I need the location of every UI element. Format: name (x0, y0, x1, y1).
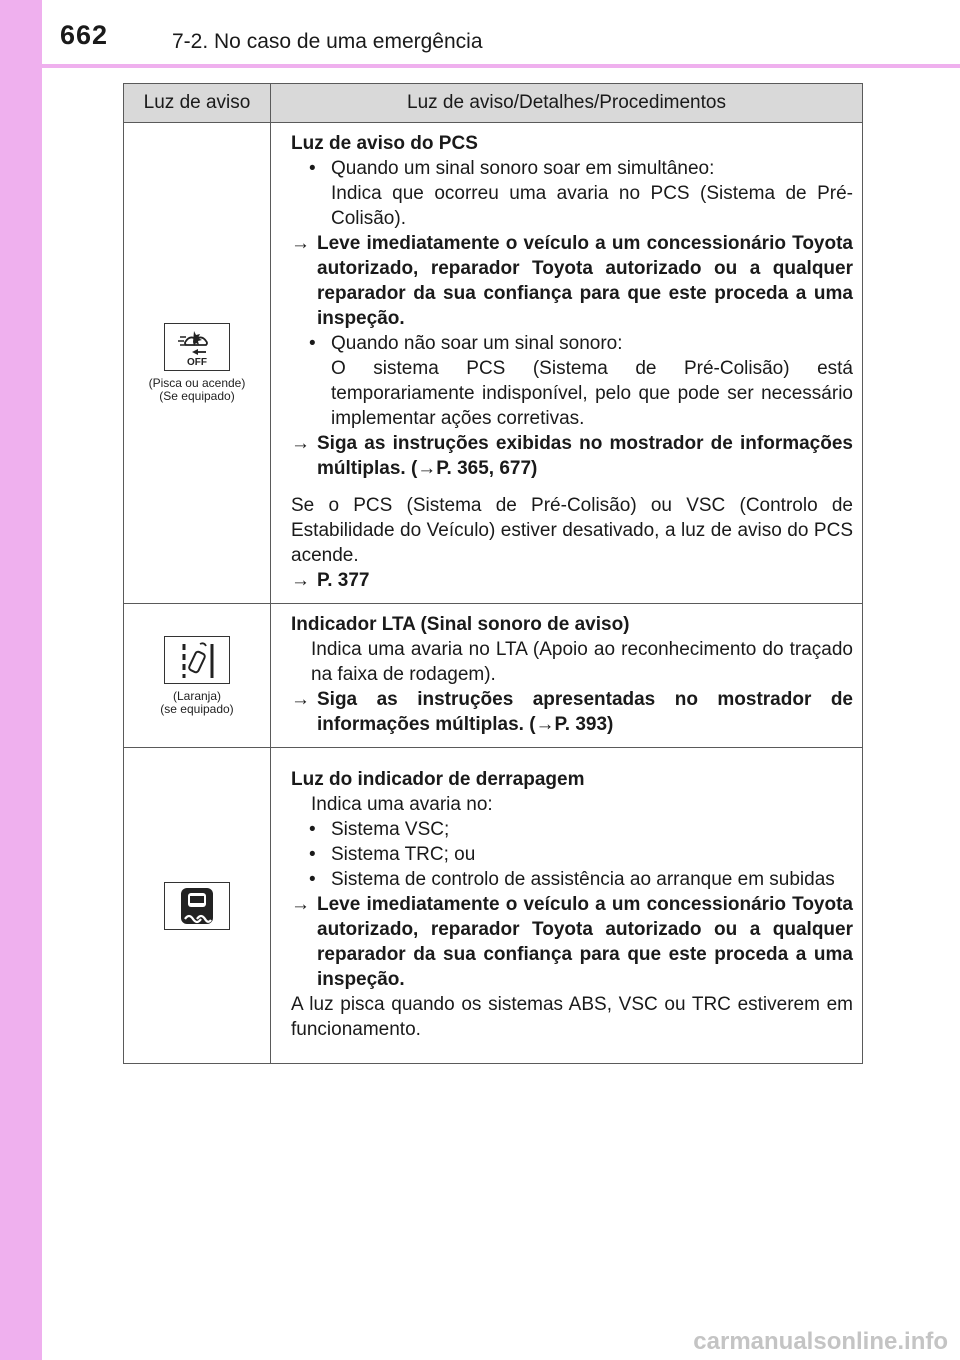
entry-title: Indicador LTA (Sinal sonoro de aviso) (291, 614, 630, 635)
table-row (124, 748, 863, 1064)
entry-title: Luz do indicador de derrapagem (291, 769, 585, 790)
icon-note: (se equipado) (160, 701, 234, 716)
icon-cell (124, 604, 271, 748)
arrow-icon: → (291, 894, 310, 915)
list-item: • Quando não soar um sinal sonoro: (309, 333, 623, 354)
details-cell (271, 123, 863, 604)
section-title: 7-2. No caso de uma emergência (172, 30, 483, 53)
pcs-off-icon (164, 323, 230, 371)
lane-departure-icon (164, 636, 230, 684)
list-item: • Sistema de controlo de assistência ao arranque em subidas (309, 869, 835, 890)
action-step: → Leve imediatamente o veículo a um concessionário Toyota autorizado, reparador Toyota autorizado ou a qualquer reparador da sua confiança para que este proceda a uma inspeção. (291, 894, 853, 990)
icon-note: (Laranja) (172, 688, 222, 703)
details-cell (271, 748, 863, 1064)
entry-title: Luz de aviso do PCS (291, 133, 478, 154)
arrow-icon: → (291, 570, 310, 591)
list-item: • Sistema TRC; ou (309, 844, 476, 865)
icon-note: (Se equipado) (159, 389, 235, 403)
column-header-light: Luz de aviso (124, 84, 271, 123)
header-rule (42, 64, 960, 68)
column-header-details: Luz de aviso/Detalhes/Procedimentos (271, 84, 863, 123)
list-item: • Sistema VSC; (309, 819, 450, 840)
icon-note: (Pisca ou acende) (148, 376, 246, 390)
entry-note: A luz pisca quando os sistemas ABS, VSC ou TRC estiverem em funcionamento. (291, 994, 853, 1040)
table-header-row (124, 84, 863, 123)
page-number: 662 (60, 20, 109, 50)
entry-detail: O sistema PCS (Sistema de Pré-Colisão) está temporariamente indisponível, pelo que pode ser necessário implementar ações corretivas. (331, 358, 853, 429)
entry-detail: Indica uma avaria no: (311, 794, 493, 815)
action-step: → Leve imediatamente o veículo a um concessionário Toyota autorizado, reparador Toyota autorizado ou a qualquer reparador da sua confiança para que este proceda a uma inspeção. (291, 233, 853, 329)
details-cell (271, 604, 863, 748)
watermark: carmanualsonline.info (693, 1328, 948, 1355)
arrow-icon: → (291, 689, 310, 710)
list-item: • Quando um sinal sonoro soar em simultâneo: (309, 158, 715, 179)
page-reference[interactable]: → P. 377 (291, 570, 370, 591)
side-color-strip (0, 0, 42, 1360)
table-row (124, 604, 863, 748)
icon-cell (124, 123, 271, 604)
slip-indicator-icon (164, 882, 230, 930)
action-step: → Siga as instruções apresentadas no mostrador de informações múltiplas. (→P. 393) (291, 689, 853, 735)
icon-cell (124, 748, 271, 1064)
action-step: → Siga as instruções exibidas no mostrador de informações múltiplas. (→P. 365, 677) (291, 433, 853, 479)
arrow-icon: → (291, 233, 310, 254)
svg-text:OFF: OFF (187, 357, 207, 367)
warning-light-table (123, 83, 863, 1064)
arrow-icon: → (291, 433, 310, 454)
entry-detail: Indica que ocorreu uma avaria no PCS (Sistema de Pré-Colisão). (331, 183, 853, 229)
table-row (124, 123, 863, 604)
entry-detail: Indica uma avaria no LTA (Apoio ao reconhecimento do traçado na faixa de rodagem). (311, 639, 853, 685)
entry-note: Se o PCS (Sistema de Pré-Colisão) ou VSC (Controlo de Estabilidade do Veículo) estiver desativado, a luz de aviso do PCS acende. (291, 495, 853, 566)
